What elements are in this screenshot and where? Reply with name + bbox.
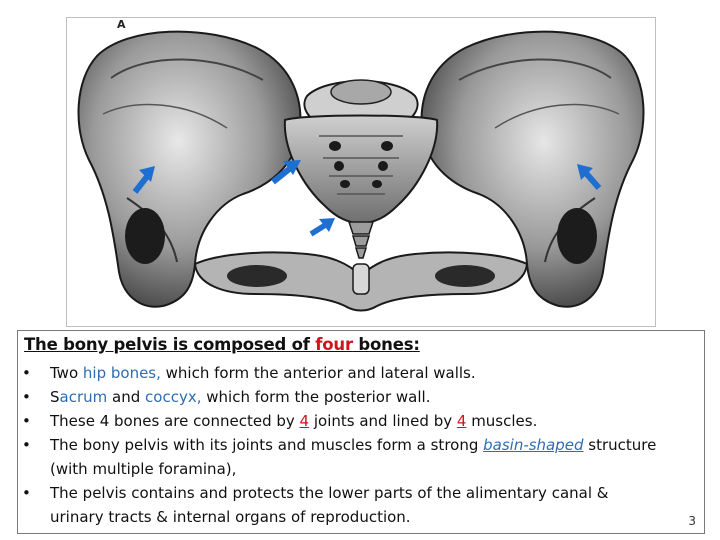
term-coccyx: coccyx, <box>145 388 202 406</box>
list-item <box>18 481 704 529</box>
list-item <box>18 361 704 385</box>
pelvis-figure <box>66 17 656 327</box>
bullet-text-post: which form the anterior and lateral walls. <box>160 364 476 382</box>
heading-post: bones: <box>352 335 420 354</box>
muscle-count: 4 <box>456 412 467 430</box>
bullet-list <box>18 361 704 529</box>
sacrum-shape <box>285 116 437 225</box>
heading-pre: The bony pelvis is composed of <box>24 335 316 354</box>
bullet-text-pre: These 4 bones are connected by <box>50 412 300 430</box>
figure-panel-letter: A <box>117 18 126 31</box>
bullet-text-pre: Two <box>50 364 83 382</box>
term-hip-bones: hip bones, <box>82 364 161 382</box>
bullet-text-post: muscles. <box>466 412 538 430</box>
bullet-dot: • <box>22 412 31 430</box>
list-item <box>18 385 704 409</box>
coccyx-shape <box>349 222 373 258</box>
bullet-text-mid: joints and lined by <box>309 412 457 430</box>
joint-count: 4 <box>299 412 310 430</box>
bullet-text-pre: The bony pelvis with its joints and muscles form a strong <box>50 436 484 454</box>
list-item <box>18 409 704 433</box>
bullet-dot: • <box>22 364 31 382</box>
pelvis-illustration <box>67 18 655 326</box>
basin-shaped-link[interactable]: basin-shaped <box>483 436 584 454</box>
page-number: 3 <box>688 514 696 528</box>
heading-highlight: four <box>315 335 353 354</box>
term-sacrum: acrum <box>59 388 108 406</box>
bullet-text-post: which form the posterior wall. <box>201 388 431 406</box>
list-item <box>18 433 704 481</box>
caption-box <box>17 330 705 534</box>
bullet-dot: • <box>22 388 31 406</box>
bullet-text-line2: urinary tracts & internal organs of reproduction. <box>50 508 411 526</box>
caption-heading <box>24 335 420 354</box>
arrow-coccyx-icon <box>311 218 335 234</box>
bullet-text-mid: and <box>107 388 146 406</box>
bullet-text-lead: S <box>50 388 60 406</box>
bullet-dot: • <box>22 436 31 454</box>
bullet-dot: • <box>22 484 31 502</box>
bullet-text-continuation: (with multiple foramina), <box>50 460 237 478</box>
bullet-text-post: structure <box>583 436 657 454</box>
bullet-text-line1: The pelvis contains and protects the lower parts of the alimentary canal & <box>50 484 609 502</box>
